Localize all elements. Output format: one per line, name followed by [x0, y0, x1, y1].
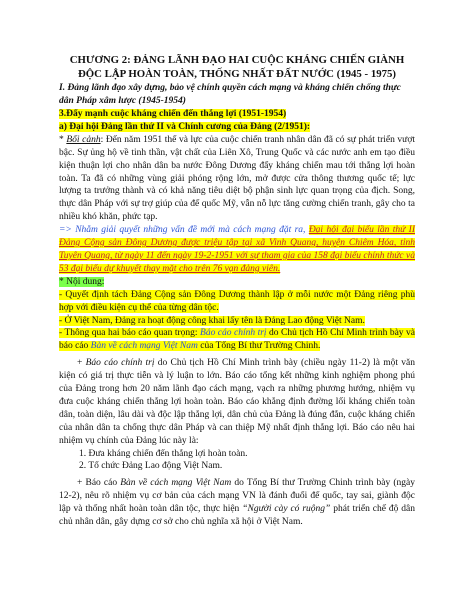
revolution-report-paragraph: + Báo cáo Bàn về cách mạng Việt Nam do Tổng Bí thư Trường Chinh trình bày (ngày 12-2), nêu rõ nhiệm vụ cơ bản của cách mạng VN là đánh đuổi đế quốc, tay sai, giành độc lập và thống nhất hoàn toàn dân tộc, thực hiện “Người cày có ruộng” phát triển chế độ dân chủ nhân dân, gây dựng cơ sở cho chủ nghĩa xã hội ở Việt Nam.	[59, 478, 416, 528]
section-a-heading	[59, 121, 415, 134]
section-a-heading-text: a) Đại hội Đảng lần thứ II và Chính cương của Đảng (2/1951):	[59, 121, 311, 132]
content-label-line	[59, 276, 415, 289]
section-3-heading-text: 3.Đẩy mạnh cuộc kháng chiến đến thắng lợi (1951-1954)	[59, 109, 287, 119]
chapter-title-line-1: CHƯƠNG 2: ĐẢNG LÃNH ĐẠO HAI CUỘC KHÁNG CHIẾN GIÀNH	[69, 54, 405, 66]
political-report-title: Báo cáo chính trị	[200, 328, 267, 339]
congress-paragraph	[59, 224, 415, 276]
congress-intro: => Nhằm giải quyết những vấn đề mới mà cách mạng đặt ra,	[59, 225, 309, 236]
list-item: 2. Tổ chức Đảng Lao động Việt Nam.	[79, 461, 223, 472]
congress-details: Đại hội đại biểu lần thứ II Đảng Cộng sản Đông Dương được triệu tập tại xã Vinh Quang, huyện Chiêm Hóa, tỉnh Tuyên Quang, từ ngày 11 đến ngày 19-2-1951 với sự tham gia của 158 đại biểu chính thức và 53 đại biểu dự khuyết thay mặt cho trên 76 vạn đảng viên.	[59, 225, 415, 274]
chapter-title-line-2: ĐỘC LẬP HOÀN TOÀN, THỐNG NHẤT ĐẤT NƯỚC (1945 - 1975)	[77, 67, 397, 80]
context-text: : Đến năm 1951 thế và lực của cuộc chiến tranh nhân dân đã có sự phát triển vượt bậc. Sự ủng hộ về tinh thần, vật chất của Liên Xô, Trung Quốc và các nước anh em tạo điều kiện thuận lợi cho nhân dân ba nước Đông Dương đẩy kháng chiến mau tới thắng lợi hoàn toàn. Ta đã có những vùng giải phóng rộng lớn, mở được cửa thông thương quốc tế; lực lượng ta trưởng thành và có khả năng tiêu diệt bộ phận sinh lực quan trọng của địch. Song, thực dân Pháp với sự trợ giúp của đế quốc Mỹ, vẫn nỗ lực tăng cường chiến tranh, gây cho ta nhiều khó khăn, phức tạp.	[59, 134, 415, 223]
revolution-report-title: Bàn về cách mạng Việt Nam	[90, 341, 198, 352]
political-report-paragraph: + Báo cáo chính trị do Chủ tịch Hồ Chí Minh trình bày (chiều ngày 11-2) là một văn kiện có giá trị thực tiễn và lý luận to lớn. Báo cáo tổng kết những kinh nghiệm phong phú của Đảng trong hơn 20 năm lãnh đạo cách mạng, vạch ra những phương hướng, nhiệm vụ đưa cuộc kháng chiến thắng lợi hoàn toàn. Báo cáo khẳng định đường lối kháng chiến toàn dân, toàn diện, lâu dài và độc lập thắng lợi, dân chủ của Đảng là đúng đắn, cuộc kháng chiến của nhân dân ta chống thực dân Pháp và can thiệp Mỹ nhất định thắng lợi. Báo cáo nêu hai nhiệm vụ chính của Đảng lúc này là:	[59, 358, 416, 446]
content-label: * Nội dung:	[59, 276, 105, 287]
context-bullet: *	[59, 134, 67, 145]
content-item-2: - Ở Việt Nam, Đảng ra hoạt động công khai lấy tên là Đảng Lao động Việt Nam.	[59, 315, 365, 326]
section-i-heading: I. Đảng lãnh đạo xây dựng, bảo vệ chính quyền cách mạng và kháng chiến chống thực dân Pháp xâm lược (1945-1954)	[59, 83, 401, 107]
context-paragraph	[59, 134, 415, 224]
section-3-heading	[59, 108, 415, 121]
tasks-list	[59, 448, 415, 474]
list-item: 1. Đưa kháng chiến đến thắng lợi hoàn toàn.	[79, 448, 248, 459]
content-item-1: - Quyết định tách Đảng Cộng sản Đông Dương thành lập ở mỗi nước một Đảng riêng phù hợp với điều kiện cụ thể của từng dân tộc.	[59, 289, 415, 313]
chapter-title	[59, 54, 415, 81]
content-item-3: - Thông qua hai báo cáo quan trọng: Báo cáo chính trị do Chủ tịch Hồ Chí Minh trình bày và báo cáo Bàn về cách mạng Việt Nam của Tổng Bí thư Trường Chinh.	[59, 328, 415, 352]
context-label: Bối cảnh	[66, 134, 101, 145]
